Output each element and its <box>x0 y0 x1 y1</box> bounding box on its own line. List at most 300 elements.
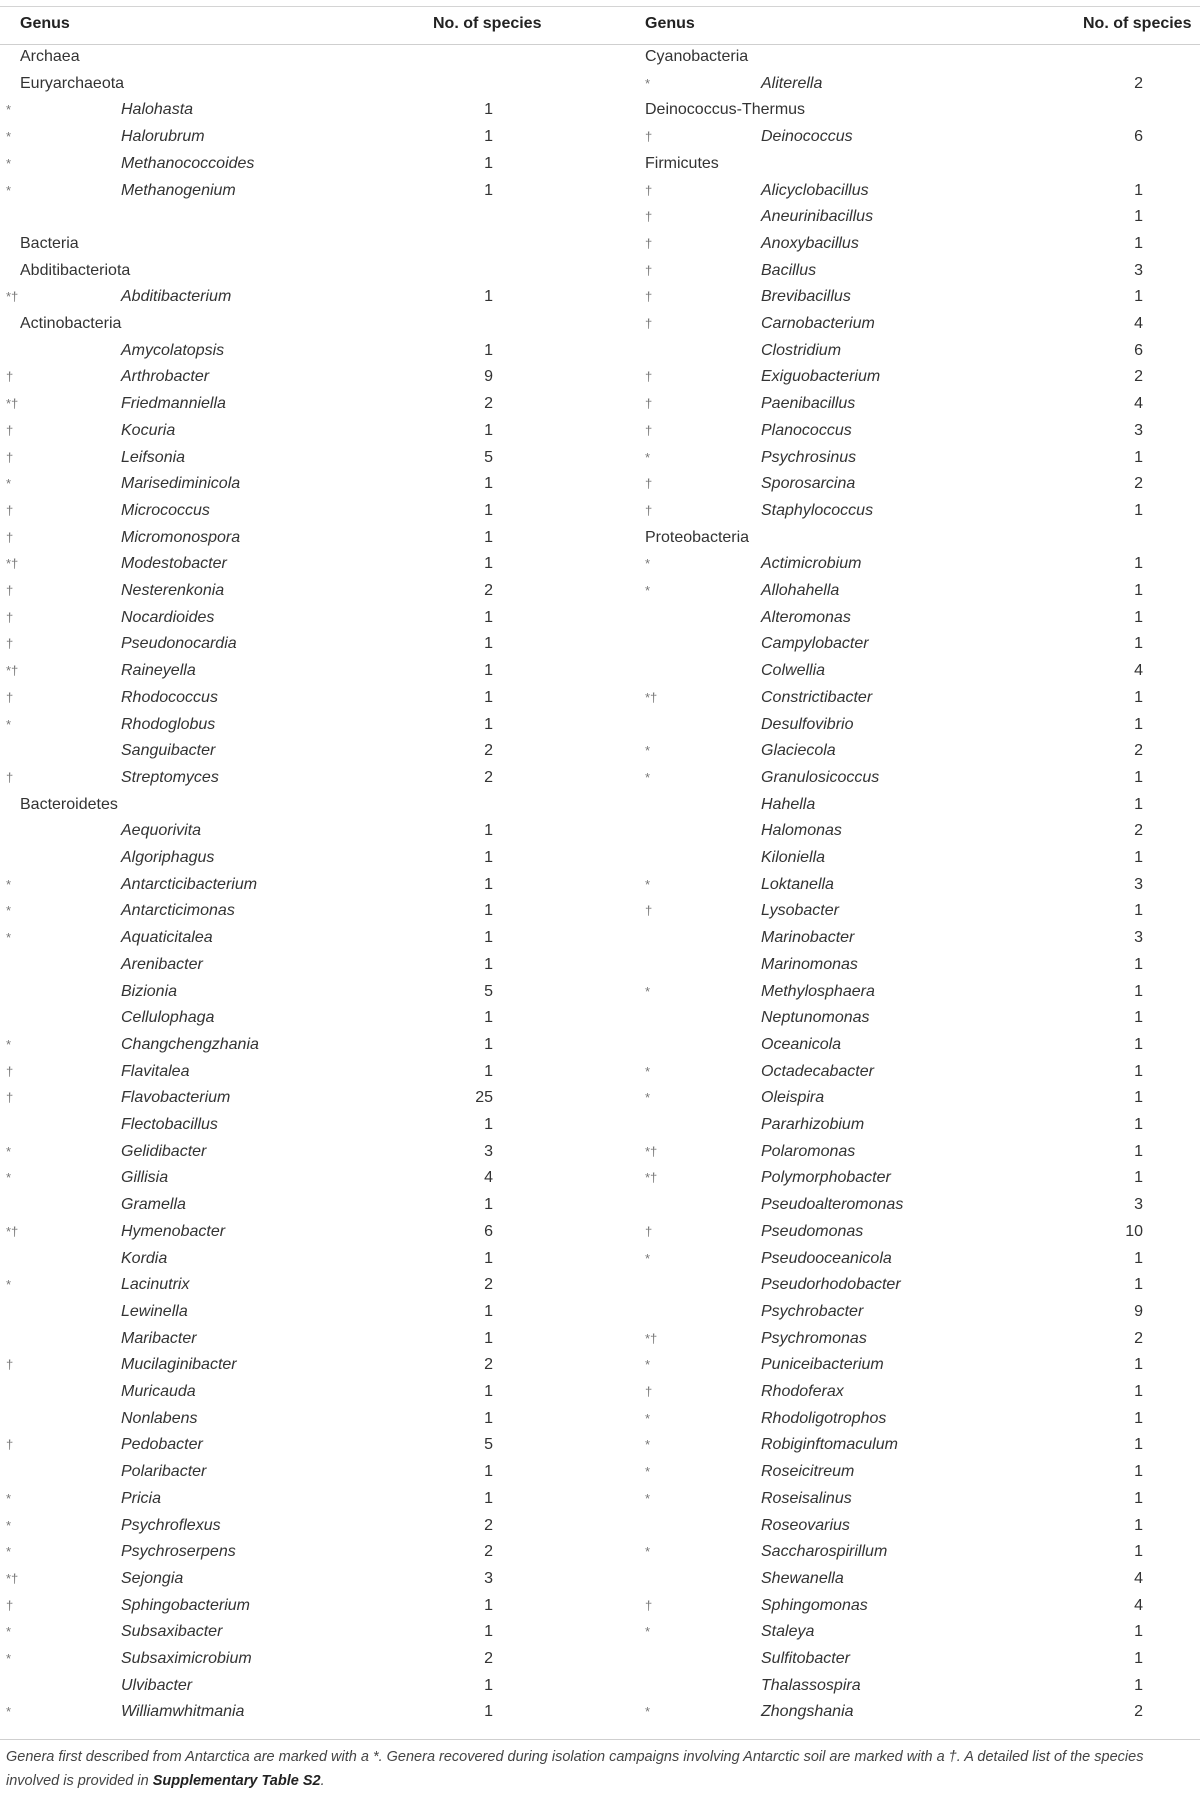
origin-marker: * <box>6 716 12 732</box>
genus-name: Subsaximicrobium <box>121 1650 252 1667</box>
table-row <box>0 1299 1200 1326</box>
genus-name: Subsaxibacter <box>121 1623 223 1641</box>
genus-name: Pseudooceanicola <box>761 1249 892 1267</box>
species-count: 3 <box>484 1569 493 1587</box>
genus-name: Muricauda <box>121 1383 196 1400</box>
species-count: 1 <box>1134 448 1143 466</box>
table-row <box>0 712 1200 739</box>
origin-marker: † <box>6 583 14 598</box>
origin-marker: † <box>645 1223 653 1239</box>
origin-marker: † <box>6 422 14 438</box>
left-genus-header: Genus <box>20 15 70 32</box>
genus-name: Antarcticimonas <box>121 902 235 920</box>
species-count: 1 <box>1134 1249 1143 1267</box>
species-count: 2 <box>484 742 493 760</box>
table-row <box>0 44 1200 71</box>
origin-marker: * <box>6 155 12 171</box>
genus-name: Roseisalinus <box>761 1489 852 1507</box>
species-count: 1 <box>484 875 493 893</box>
species-count: 25 <box>475 1089 493 1107</box>
origin-marker: † <box>645 182 653 198</box>
origin-marker: *† <box>645 1143 658 1159</box>
genus-name: Antarcticibacterium <box>121 875 258 893</box>
table-row <box>0 1192 1200 1219</box>
species-count: 1 <box>484 288 493 306</box>
genus-name: Aliterella <box>761 74 823 92</box>
genus-name: Aquaticitalea <box>121 929 213 947</box>
species-count: 4 <box>1134 662 1143 680</box>
right-genus-header: Genus <box>645 15 695 32</box>
genus-name: Octadecabacter <box>761 1062 874 1080</box>
supplementary-table-link[interactable]: Supplementary Table S2 <box>152 1773 321 1789</box>
genus-name: Sejongia <box>121 1569 184 1587</box>
genus-name: Micrococcus <box>121 501 210 519</box>
genus-name: Cellulophaga <box>121 1009 215 1027</box>
genus-name: Rhodoligotrophos <box>761 1409 887 1427</box>
species-count: 1 <box>484 1116 493 1133</box>
origin-marker: † <box>6 609 14 625</box>
table-row <box>0 124 1200 151</box>
species-count: 1 <box>1134 1409 1143 1427</box>
origin-marker: † <box>645 502 653 518</box>
species-count: 1 <box>484 555 493 573</box>
origin-marker: * <box>6 876 12 892</box>
origin-marker: † <box>645 1597 653 1613</box>
origin-marker: * <box>645 583 651 598</box>
species-count: 1 <box>484 1329 493 1347</box>
species-count: 1 <box>1134 208 1143 226</box>
genus-name: Arenibacter <box>121 955 203 973</box>
genus-name: Brevibacillus <box>761 288 851 306</box>
table-row <box>0 1406 1200 1433</box>
genus-name: Aneurinibacillus <box>761 208 874 226</box>
footnote-text: Genera first described from Antarctica are marked with a *. Genera recovered during isolation campaigns involving Antarctic soil are marked with a †. A detailed list of the species involved is provided in <box>6 1749 1144 1789</box>
table-footnote <box>6 1745 1194 1793</box>
species-count: 2 <box>484 1543 493 1561</box>
species-count: 1 <box>484 1009 493 1027</box>
genus-name: Pseudomonas <box>761 1222 864 1240</box>
origin-marker: * <box>645 449 651 465</box>
species-count: 1 <box>1134 1142 1143 1160</box>
genus-name: Colwellia <box>761 662 826 680</box>
table-row <box>0 925 1200 952</box>
origin-marker: † <box>645 235 653 251</box>
species-count: 1 <box>484 1623 493 1641</box>
origin-marker: * <box>645 1250 651 1266</box>
origin-marker: *† <box>6 663 19 679</box>
genus-name: Lysobacter <box>761 902 839 920</box>
species-count: 3 <box>1134 929 1143 947</box>
species-count: 1 <box>1134 1463 1143 1481</box>
species-count: 1 <box>484 608 493 626</box>
species-count: 1 <box>1134 555 1143 573</box>
table-row <box>0 1699 1200 1726</box>
species-count: 1 <box>484 421 493 439</box>
genus-name: Hahella <box>761 795 816 813</box>
species-count: 1 <box>484 154 493 172</box>
genus-name: Actimicrobium <box>761 555 862 573</box>
genus-name: Granulosicoccus <box>761 768 880 786</box>
origin-marker: * <box>6 1490 12 1506</box>
species-count: 2 <box>484 1516 493 1534</box>
origin-marker: † <box>645 316 653 331</box>
species-count: 1 <box>484 528 493 546</box>
species-count: 3 <box>1134 875 1143 893</box>
species-count: 1 <box>484 688 493 706</box>
species-count: 6 <box>1134 341 1143 359</box>
species-count: 1 <box>1134 181 1143 199</box>
table-row <box>0 658 1200 685</box>
genus-name: Halohasta <box>121 101 194 119</box>
genus-name: Arthrobacter <box>121 368 210 386</box>
genus-name: Alteromonas <box>761 608 851 626</box>
species-count: 1 <box>484 1676 493 1694</box>
genus-name: Flectobacillus <box>121 1116 218 1133</box>
table-row <box>0 818 1200 845</box>
origin-marker: * <box>645 1544 651 1560</box>
genus-name: Ulvibacter <box>121 1676 193 1694</box>
species-count: 1 <box>1134 1383 1143 1400</box>
table-row <box>0 1566 1200 1593</box>
origin-marker: † <box>645 209 653 225</box>
species-count: 1 <box>1134 501 1143 519</box>
genus-name: Micromonospora <box>121 528 241 546</box>
species-count: 2 <box>484 582 493 599</box>
table-row <box>0 979 1200 1006</box>
origin-marker: * <box>6 476 12 492</box>
origin-marker: *† <box>6 1570 19 1586</box>
origin-marker: * <box>645 1464 651 1480</box>
genus-name: Kiloniella <box>761 849 826 866</box>
species-count: 5 <box>484 448 493 466</box>
species-count: 1 <box>1134 1276 1143 1294</box>
table-row <box>0 1432 1200 1459</box>
origin-marker: * <box>645 75 651 91</box>
species-count: 1 <box>1134 1489 1143 1507</box>
table-row <box>0 445 1200 472</box>
origin-marker: * <box>645 983 651 999</box>
origin-marker: * <box>6 903 12 919</box>
species-count: 1 <box>484 1196 493 1214</box>
genus-name: Rhodococcus <box>121 688 218 706</box>
species-count: 1 <box>484 101 493 119</box>
genus-name: Psychroflexus <box>121 1516 221 1534</box>
species-count: 1 <box>1134 1436 1143 1454</box>
species-count: 1 <box>484 341 493 359</box>
origin-marker: * <box>6 129 12 145</box>
origin-marker: † <box>6 1597 14 1613</box>
species-count: 1 <box>1134 1356 1143 1374</box>
genus-name: Lacinutrix <box>121 1276 190 1294</box>
species-count: 1 <box>1134 688 1143 706</box>
origin-marker: * <box>645 1090 651 1106</box>
genus-name: Psychroserpens <box>121 1543 236 1561</box>
species-count: 1 <box>484 1489 493 1507</box>
origin-marker: † <box>6 449 14 465</box>
table-row <box>0 1165 1200 1192</box>
genus-name: Polymorphobacter <box>761 1169 891 1187</box>
genus-name: Flavitalea <box>121 1062 190 1080</box>
genus-name: Methylosphaera <box>761 982 875 1000</box>
species-count: 1 <box>484 902 493 920</box>
origin-marker: *† <box>6 1223 19 1239</box>
genus-name: Sphingomonas <box>761 1596 868 1614</box>
species-count: 1 <box>1134 1676 1143 1694</box>
species-count: 2 <box>1134 475 1143 493</box>
species-count: 3 <box>1134 261 1143 279</box>
species-count: 4 <box>484 1169 493 1187</box>
genus-name: Psychromonas <box>761 1329 867 1347</box>
table-row <box>0 631 1200 658</box>
genus-name: Deinococcus <box>761 128 853 146</box>
table-row <box>0 898 1200 925</box>
table-row <box>0 1673 1200 1700</box>
origin-marker: † <box>645 1384 653 1399</box>
genus-name: Desulfovibrio <box>761 715 854 733</box>
table-row <box>0 1593 1200 1620</box>
genus-name: Streptomyces <box>121 768 219 786</box>
species-count: 4 <box>1134 315 1143 332</box>
table-row <box>0 578 1200 605</box>
table-row <box>0 258 1200 285</box>
species-count: 1 <box>1134 234 1143 252</box>
table-row <box>0 1005 1200 1032</box>
genus-name: Carnobacterium <box>761 315 875 332</box>
genus-name: Oceanicola <box>761 1035 842 1053</box>
species-count: 1 <box>484 501 493 519</box>
species-count: 1 <box>484 635 493 653</box>
origin-marker: † <box>645 369 653 385</box>
genus-name: Lewinella <box>121 1302 188 1320</box>
genus-name: Roseovarius <box>761 1516 850 1534</box>
genus-name: Shewanella <box>761 1569 844 1587</box>
origin-marker: † <box>6 1090 14 1106</box>
genus-name: Pricia <box>121 1489 162 1507</box>
table-row <box>0 525 1200 552</box>
origin-marker: † <box>645 289 653 305</box>
genus-name: Polaribacter <box>121 1463 207 1481</box>
genus-name: Allohahella <box>761 582 840 599</box>
species-count: 1 <box>484 128 493 146</box>
genus-name: Sanguibacter <box>121 742 216 760</box>
table-row <box>0 1032 1200 1059</box>
species-count: 1 <box>484 1703 493 1721</box>
table-row <box>0 1539 1200 1566</box>
species-count: 1 <box>484 1463 493 1481</box>
table-row <box>0 1619 1200 1646</box>
origin-marker: * <box>6 1170 12 1186</box>
origin-marker: † <box>645 903 653 919</box>
species-count: 6 <box>484 1222 493 1240</box>
table-row <box>0 231 1200 258</box>
genus-name: Thalassospira <box>761 1676 861 1694</box>
origin-marker: * <box>6 1277 12 1293</box>
origin-marker: * <box>6 102 12 118</box>
table-row <box>0 71 1200 98</box>
genus-name: Pseudoalteromonas <box>761 1196 904 1214</box>
table-row <box>0 845 1200 872</box>
genus-name: Sphingobacterium <box>121 1596 250 1614</box>
table-row <box>0 1139 1200 1166</box>
table-row <box>0 765 1200 792</box>
species-count: 1 <box>1134 1089 1143 1107</box>
origin-marker: † <box>6 529 14 545</box>
table-row <box>0 872 1200 899</box>
species-count: 1 <box>1134 1543 1143 1561</box>
genus-name: Sulfitobacter <box>761 1650 850 1667</box>
genus-name: Gramella <box>121 1196 186 1214</box>
origin-marker: † <box>645 396 653 412</box>
species-count: 2 <box>1134 74 1143 92</box>
species-count: 1 <box>484 1409 493 1427</box>
origin-marker: * <box>645 1624 651 1640</box>
genus-name: Rhodoglobus <box>121 715 216 733</box>
species-count: 1 <box>484 929 493 947</box>
genus-name: Pedobacter <box>121 1436 203 1454</box>
species-count: 5 <box>484 1436 493 1454</box>
origin-marker: * <box>645 1357 651 1373</box>
species-count: 1 <box>484 715 493 733</box>
genus-name: Methanococcoides <box>121 154 255 172</box>
genus-name: Alicyclobacillus <box>761 181 869 199</box>
genus-name: Mucilaginibacter <box>121 1356 237 1374</box>
table-row <box>0 605 1200 632</box>
species-count: 2 <box>484 1650 493 1667</box>
origin-marker: † <box>6 1437 14 1453</box>
species-count: 1 <box>484 1302 493 1320</box>
table-row <box>0 471 1200 498</box>
genus-name: Loktanella <box>761 875 834 893</box>
origin-marker: † <box>6 1357 14 1373</box>
table-row <box>0 738 1200 765</box>
phylum-label: Proteobacteria <box>645 528 750 546</box>
table-row <box>0 1272 1200 1299</box>
genus-name: Maribacter <box>121 1329 197 1347</box>
genus-name: Zhongshania <box>761 1703 854 1721</box>
origin-marker: * <box>645 1437 651 1453</box>
genus-name: Marinobacter <box>761 929 855 947</box>
genus-name: Abditibacterium <box>121 288 232 306</box>
species-count: 9 <box>484 368 493 386</box>
table-row <box>0 952 1200 979</box>
table-top-rule <box>0 6 1200 7</box>
genus-name: Pseudorhodobacter <box>761 1276 901 1294</box>
genus-name: Rhodoferax <box>761 1383 844 1400</box>
table-row <box>0 1246 1200 1273</box>
species-count: 1 <box>1134 1516 1143 1534</box>
table-row <box>0 284 1200 311</box>
origin-marker: * <box>6 1704 12 1720</box>
species-count: 5 <box>484 982 493 1000</box>
origin-marker: † <box>645 129 653 145</box>
origin-marker: * <box>6 1624 12 1640</box>
table-row <box>0 391 1200 418</box>
table-row <box>0 1326 1200 1353</box>
genus-name: Gelidibacter <box>121 1142 207 1160</box>
genus-name: Polaromonas <box>761 1142 856 1160</box>
genus-name: Leifsonia <box>121 448 186 466</box>
species-count: 3 <box>1134 1196 1143 1214</box>
species-count: 2 <box>484 768 493 786</box>
species-count: 1 <box>1134 955 1143 973</box>
origin-marker: *† <box>645 1330 658 1346</box>
phylum-label: Actinobacteria <box>20 315 122 332</box>
species-count: 1 <box>484 1249 493 1267</box>
species-count: 10 <box>1125 1222 1143 1240</box>
table-row <box>0 792 1200 819</box>
species-count: 1 <box>1134 1009 1143 1027</box>
genus-name: Marisediminicola <box>121 475 241 493</box>
genus-name: Halomonas <box>761 822 842 840</box>
species-count: 1 <box>484 1035 493 1053</box>
genus-name: Nocardioides <box>121 608 215 626</box>
genus-name: Aequorivita <box>121 822 202 840</box>
species-count: 2 <box>1134 1329 1143 1347</box>
genus-name: Kocuria <box>121 421 176 439</box>
origin-marker: * <box>6 1517 12 1533</box>
table-row <box>0 1352 1200 1379</box>
species-count: 2 <box>1134 1703 1143 1721</box>
genus-name: Psychrosinus <box>761 448 857 466</box>
phylum-label: Archaea <box>20 48 80 65</box>
origin-marker: * <box>645 556 651 572</box>
phylum-label: Euryarchaeota <box>20 74 125 92</box>
genus-name: Nonlabens <box>121 1409 198 1427</box>
origin-marker: * <box>6 182 12 198</box>
phylum-label: Abditibacteriota <box>20 261 131 279</box>
species-count: 2 <box>484 1276 493 1294</box>
table-row <box>0 685 1200 712</box>
genus-name: Oleispira <box>761 1089 825 1107</box>
origin-marker: * <box>6 930 12 946</box>
species-count: 1 <box>484 955 493 973</box>
origin-marker: † <box>6 636 14 652</box>
table-row <box>0 1219 1200 1246</box>
species-count: 1 <box>1134 982 1143 1000</box>
table-row <box>0 498 1200 525</box>
origin-marker: * <box>6 1544 12 1560</box>
origin-marker: *† <box>645 689 658 705</box>
genus-name: Raineyella <box>121 662 196 680</box>
species-count: 1 <box>1134 582 1143 599</box>
genus-name: Algoriphagus <box>121 849 215 866</box>
table-row <box>0 1486 1200 1513</box>
origin-marker: † <box>645 476 653 492</box>
genus-name: Pararhizobium <box>761 1116 865 1133</box>
genus-name: Bizionia <box>121 982 178 1000</box>
phylum-label: Deinococcus-Thermus <box>645 101 806 119</box>
origin-marker: * <box>6 1143 12 1159</box>
species-count: 1 <box>1134 849 1143 866</box>
genus-name: Planococcus <box>761 421 852 439</box>
species-count: 1 <box>1134 1116 1143 1133</box>
species-count: 1 <box>1134 1035 1143 1053</box>
species-count: 3 <box>484 1142 493 1160</box>
species-count: 6 <box>1134 128 1143 146</box>
table-bottom-rule <box>0 1739 1200 1740</box>
species-count: 1 <box>1134 902 1143 920</box>
origin-marker: † <box>6 769 14 785</box>
genus-name: Sporosarcina <box>761 475 856 493</box>
species-count: 1 <box>1134 768 1143 786</box>
genus-name: Psychrobacter <box>761 1302 864 1320</box>
genus-name: Halorubrum <box>121 128 205 146</box>
species-count: 1 <box>1134 635 1143 653</box>
species-count: 2 <box>484 395 493 413</box>
genus-name: Paenibacillus <box>761 395 856 413</box>
table-row <box>0 1112 1200 1139</box>
origin-marker: *† <box>645 1170 658 1186</box>
